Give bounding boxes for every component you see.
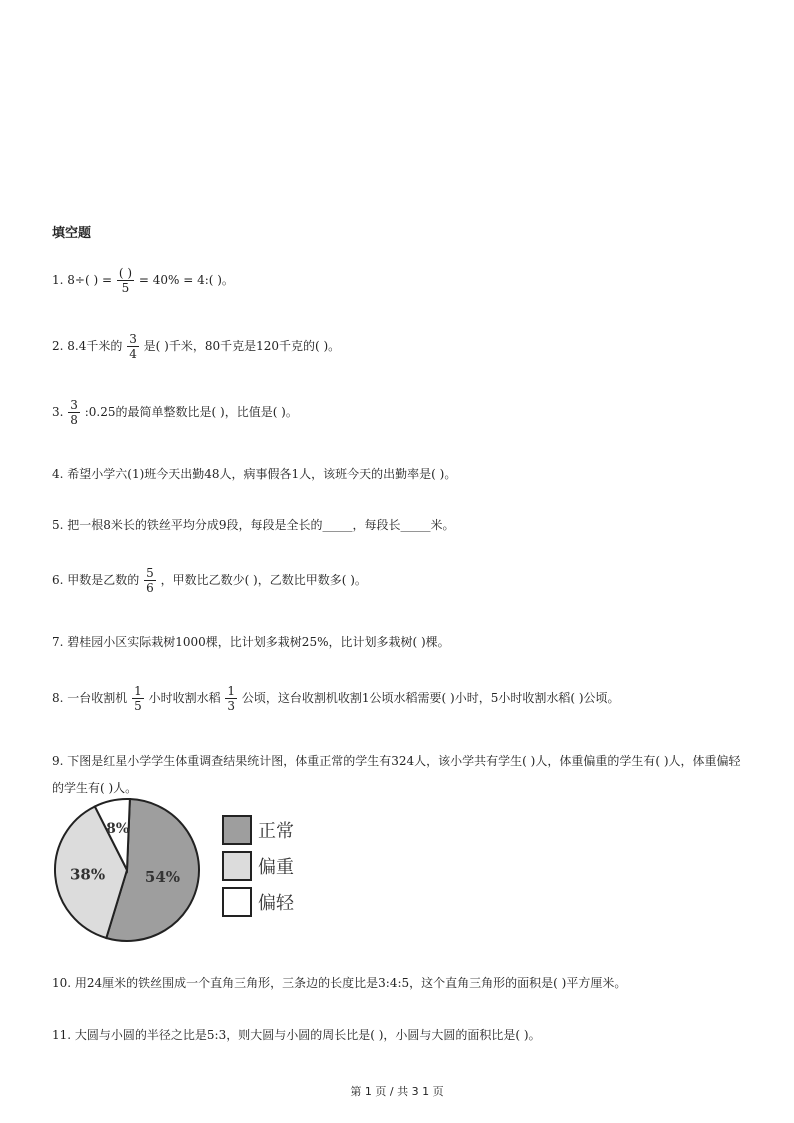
q1-prefix: 1. 8÷( ) = [52, 273, 112, 287]
legend-item-normal [222, 812, 294, 848]
question-7: 7. 碧桂园小区实际栽树1000棵，比计划多栽树25%，比计划多栽树( )棵。 [52, 635, 450, 649]
q1-fraction-denominator: 5 [121, 281, 130, 295]
q6-fraction-numerator: 5 [146, 566, 154, 580]
legend-swatch-normal [222, 815, 252, 845]
q6-fraction-denominator: 6 [146, 581, 154, 595]
question-6 [52, 566, 367, 595]
question-9: 9. 下图是红星小学学生体重调查结果统计图，体重正常的学生有324人，该小学共有学生( )人，体重偏重的学生有( )人，体重偏轻的学生有( )人。 [52, 754, 741, 795]
q3-prefix: 3. [52, 405, 64, 419]
chart-legend [222, 812, 294, 920]
question-4: 4. 希望小学六(1)班今天出勤48人，病事假各1人，该班今天的出勤率是( )。 [52, 467, 457, 481]
q6-suffix: ，甲数比乙数少( )，乙数比甲数多( )。 [160, 573, 367, 587]
pie-chart [50, 795, 210, 947]
question-8 [52, 684, 620, 713]
question-1 [52, 266, 234, 295]
q3-fraction-denominator: 8 [70, 413, 78, 427]
q3-suffix: :0.25的最简单整数比是( )，比值是( )。 [84, 405, 298, 419]
section-title: 填空题 [52, 226, 92, 241]
legend-label-normal: 正常 [258, 821, 294, 842]
legend-label-overweight: 偏重 [258, 857, 294, 878]
q8-fraction-1 [132, 684, 144, 713]
q8-fraction-2 [225, 684, 237, 713]
q8-middle: 小时收割水稻 [148, 691, 221, 705]
q6-fraction [144, 566, 156, 595]
pie-label-normal: 54% [144, 867, 181, 886]
q8-fraction-1-numerator: 1 [134, 684, 142, 698]
pie-label-overweight: 38% [69, 865, 106, 884]
q6-prefix: 6. 甲数是乙数的 [52, 573, 140, 587]
q1-fraction-numerator: ( ) [118, 266, 133, 280]
legend-item-underweight [222, 884, 294, 920]
q3-fraction-numerator: 3 [70, 398, 78, 412]
q2-fraction-numerator: 3 [129, 332, 137, 346]
q2-fraction [127, 332, 139, 361]
question-11: 11. 大圆与小圆的半径之比是5:3，则大圆与小圆的周长比是( )，小圆与大圆的面积比是( )。 [52, 1028, 541, 1042]
question-10: 10. 用24厘米的铁丝围成一个直角三角形，三条边的长度比是3:4:5，这个直角三角形的面积是( )平方厘米。 [52, 976, 627, 990]
legend-item-overweight [222, 848, 294, 884]
question-5: 5. 把一根8米长的铁丝平均分成9段，每段是全长的_____，每段长_____米。 [52, 518, 455, 532]
legend-swatch-overweight [222, 851, 252, 881]
q8-fraction-1-denominator: 5 [134, 699, 142, 713]
q1-suffix: = 40% = 4:( )。 [138, 273, 234, 287]
q8-suffix: 公顷，这台收割机收割1公顷水稻需要( )小时，5小时收割水稻( )公顷。 [241, 691, 620, 705]
q3-fraction [68, 398, 80, 427]
page-footer: 第 1 页 / 共 3 1 页 [350, 1085, 444, 1098]
legend-label-underweight: 偏轻 [258, 893, 294, 914]
q2-prefix: 2. 8.4千米的 [52, 339, 123, 353]
q8-fraction-2-denominator: 3 [227, 699, 236, 713]
q2-suffix: 是( )千米，80千克是120千克的( )。 [143, 339, 341, 353]
q8-prefix: 8. 一台收割机 [52, 691, 128, 705]
pie-label-underweight: 8% [106, 820, 130, 837]
question-3 [52, 398, 298, 427]
question-2 [52, 332, 340, 361]
q2-fraction-denominator: 4 [129, 347, 137, 361]
legend-swatch-underweight [222, 887, 252, 917]
q8-fraction-2-numerator: 1 [227, 684, 236, 698]
q1-fraction [117, 266, 134, 295]
